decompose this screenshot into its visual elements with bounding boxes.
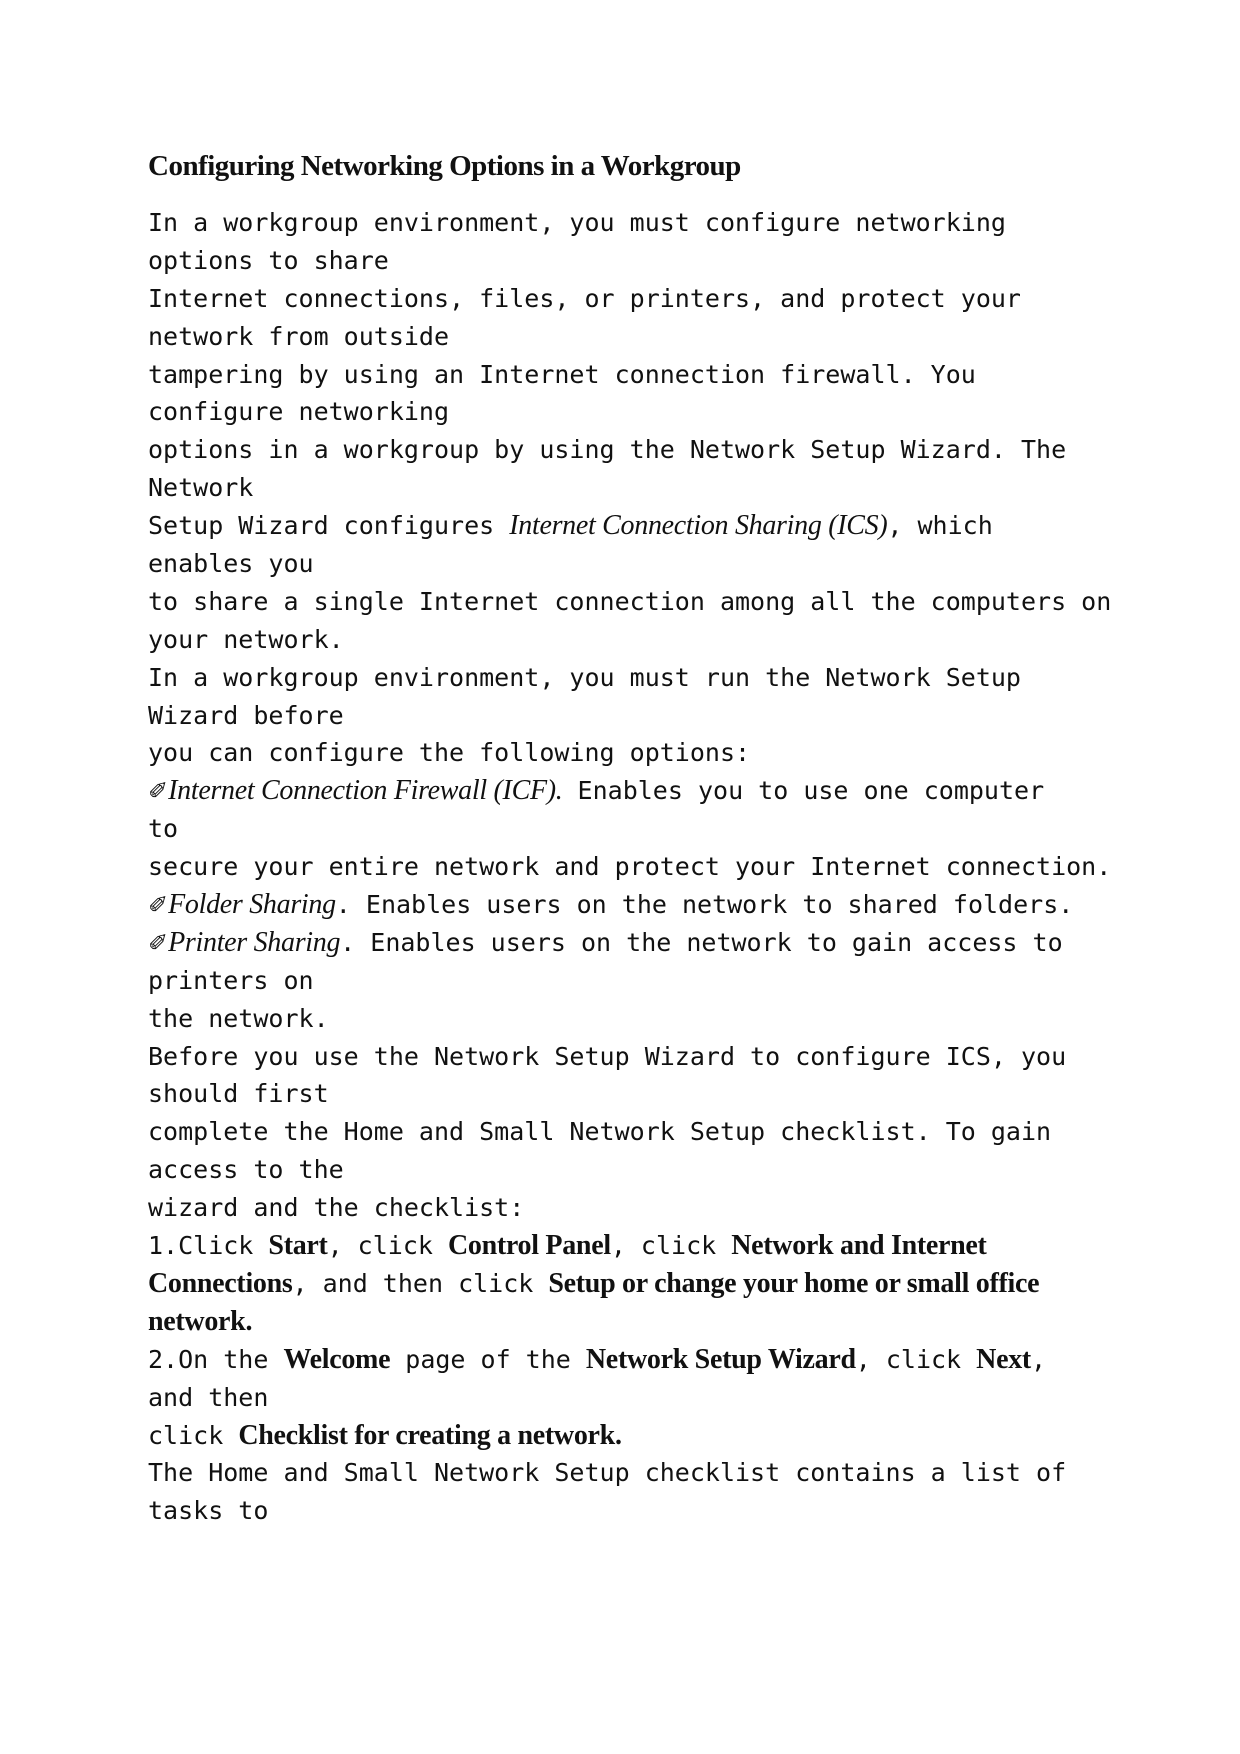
text-line [148, 1075, 1108, 1113]
text-line [148, 431, 1108, 469]
text-line [148, 1113, 1108, 1151]
text-line [148, 280, 1108, 318]
emphasized-term: Printer Sharing [168, 926, 341, 958]
text-segment: wizard and the checklist: [148, 1193, 525, 1223]
text-segment: options in a workgroup by using the Network Setup Wizard. The [148, 435, 1067, 465]
document-body [148, 144, 1112, 1530]
bold-term: Next [976, 1343, 1031, 1375]
text-segment: , click [855, 1344, 977, 1374]
text-line [148, 1038, 1108, 1076]
text-segment: configure networking [148, 397, 450, 427]
text-segment: Wizard before [148, 700, 344, 730]
text-line [148, 886, 1108, 924]
text-segment: printers on [148, 965, 314, 995]
text-segment: access to the [148, 1155, 344, 1185]
bold-term: Setup or change your home or small office [548, 1267, 1040, 1299]
text-line [148, 848, 1112, 886]
text-segment: , [1030, 1344, 1047, 1374]
bold-term: Welcome [283, 1343, 391, 1375]
text-line [148, 204, 1108, 242]
pencil-icon: ✐ [148, 928, 169, 957]
bold-term: Control Panel [448, 1230, 611, 1262]
text-line [148, 242, 1108, 280]
text-line [148, 924, 1108, 962]
text-segment: Network [148, 473, 254, 503]
text-line [148, 1303, 1108, 1341]
text-segment: click [148, 1420, 239, 1450]
text-segment: page of the [390, 1344, 586, 1374]
text-line [148, 507, 1108, 545]
text-line [148, 1265, 1108, 1303]
text-line [148, 621, 1108, 659]
text-segment: tampering by using an Internet connection firewall. You [148, 359, 976, 389]
text-line [148, 469, 1108, 507]
pencil-icon: ✐ [148, 891, 169, 920]
text-segment: , which [887, 511, 993, 541]
text-line [148, 734, 1108, 772]
emphasized-term: Internet Connection Firewall (ICF). [168, 775, 563, 807]
text-segment: In a workgroup environment, you must run the Network Setup [148, 662, 1021, 692]
text-line [148, 810, 1108, 848]
text-line [148, 1379, 1108, 1417]
bold-term: Start [268, 1230, 328, 1262]
text-segment: , click [327, 1231, 448, 1261]
text-line [148, 1492, 1108, 1530]
text-segment: and then [148, 1382, 269, 1412]
bold-term: Checklist for creating a network. [238, 1419, 622, 1451]
text-segment: should first [148, 1079, 329, 1109]
emphasized-term: Internet Connection Sharing (ICS) [509, 510, 888, 542]
text-segment: . Enables users on the network to shared folders. [335, 890, 1074, 920]
text-line [148, 772, 1108, 810]
text-line [148, 1341, 1108, 1379]
text-segment: Setup Wizard configures [148, 511, 510, 541]
text-line [148, 1189, 1108, 1227]
bold-term: Network Setup Wizard [585, 1343, 856, 1375]
text-segment: Enables you to use one computer [562, 776, 1045, 806]
text-segment: , and then click [292, 1268, 549, 1298]
pencil-icon: ✐ [148, 777, 169, 806]
text-segment: Internet connections, files, or printers, and protect your [148, 283, 1021, 313]
text-segment: complete the Home and Small Network Setup checklist. To gain [148, 1117, 1052, 1147]
bold-term: Connections [148, 1267, 293, 1299]
bold-term: Network and Internet [731, 1230, 987, 1262]
text-segment: In a workgroup environment, you must configure networking [148, 208, 1006, 237]
text-segment: network from outside [148, 321, 450, 351]
text-segment: the network. [148, 1003, 329, 1033]
text-line [148, 1227, 1108, 1265]
text-segment: your network. [148, 624, 344, 654]
text-line [148, 1417, 1108, 1455]
text-segment: The Home and Small Network Setup checklist contains a list of [148, 1458, 1067, 1488]
text-line [148, 545, 1108, 583]
bold-term: network. [148, 1305, 253, 1337]
emphasized-term: Folder Sharing [168, 889, 336, 921]
text-line [148, 697, 1108, 735]
text-segment: to share a single Internet connection among all the computers on [148, 586, 1112, 616]
text-segment: 1.Click [148, 1231, 269, 1261]
text-line [148, 583, 1112, 621]
text-segment: enables you [148, 549, 314, 579]
text-line [148, 1454, 1108, 1492]
text-segment: tasks to [148, 1496, 269, 1526]
text-line [148, 1000, 1108, 1038]
text-line [148, 393, 1108, 431]
text-segment: to [148, 814, 179, 844]
text-segment: , click [610, 1231, 732, 1261]
page-title: Configuring Networking Options in a Workgroup [148, 150, 741, 182]
text-body [148, 204, 1112, 1530]
text-line [148, 659, 1108, 697]
text-line [148, 318, 1108, 356]
text-line [148, 1151, 1108, 1189]
text-line [148, 962, 1108, 1000]
text-segment: 2.On the [148, 1344, 284, 1374]
text-segment: you can configure the following options: [148, 738, 751, 768]
text-segment: options to share [148, 245, 389, 275]
text-segment: . Enables users on the network to gain access to [340, 927, 1063, 957]
text-segment: Before you use the Network Setup Wizard to configure ICS, you [148, 1041, 1067, 1071]
text-line [148, 356, 1108, 394]
text-segment: secure your entire network and protect your Internet connection. [148, 852, 1112, 882]
